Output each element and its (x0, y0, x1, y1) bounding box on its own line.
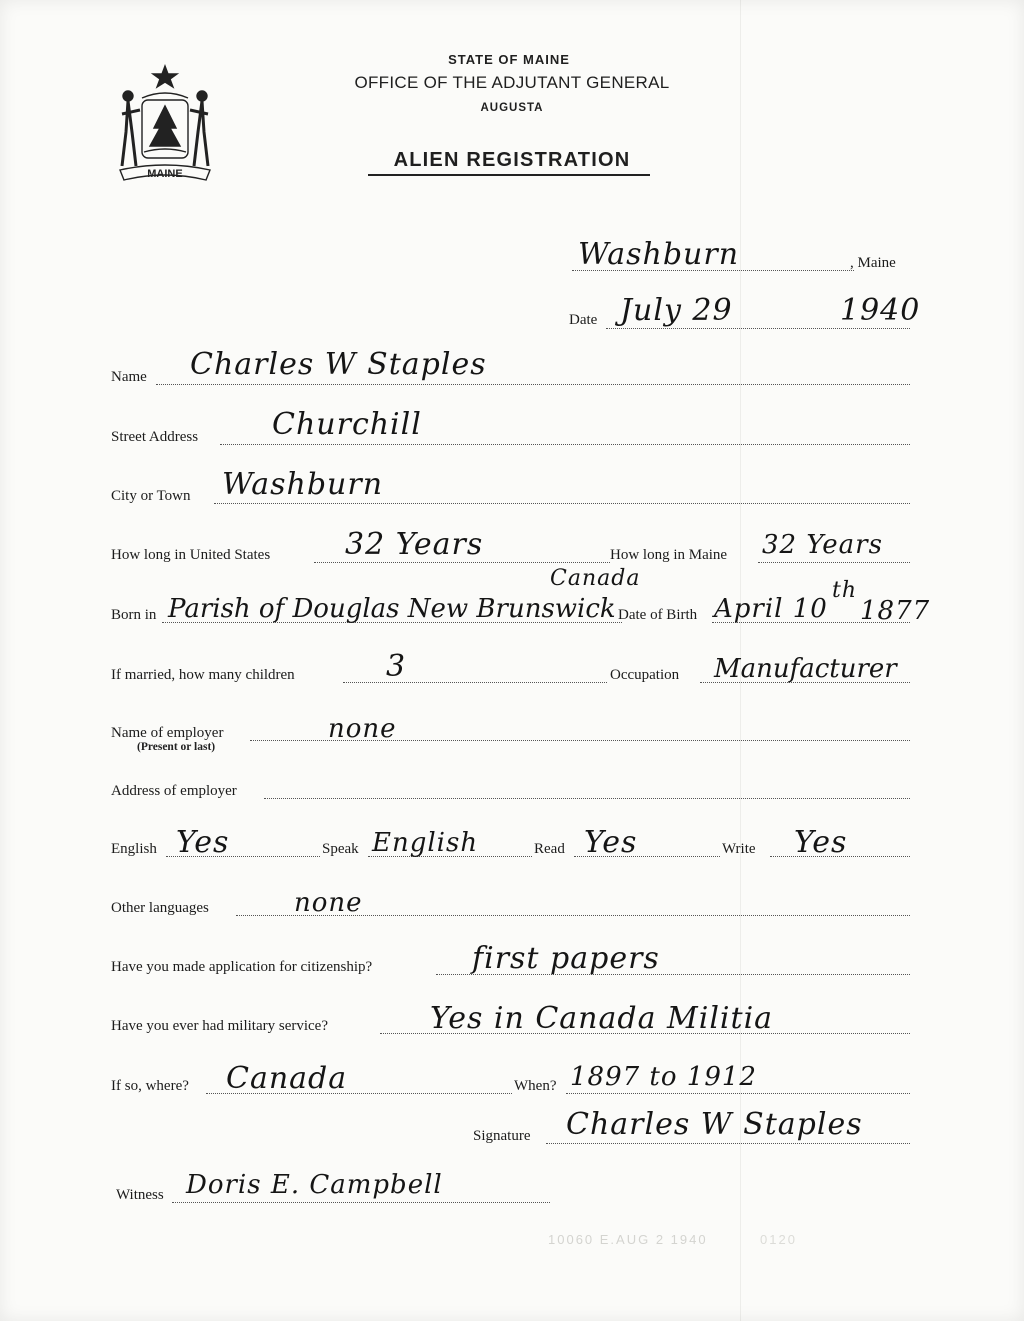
read-value: Yes (584, 825, 638, 860)
name-value: Charles W Staples (190, 347, 487, 382)
citizenship-value: first papers (472, 941, 660, 976)
military-label: Have you ever had military service? (111, 1018, 328, 1034)
how-long-us-value: 32 Years (345, 527, 484, 562)
write-value: Yes (794, 825, 848, 860)
state-heading: STATE OF MAINE (448, 52, 570, 67)
city-line (214, 503, 910, 504)
where-value: Canada (226, 1061, 348, 1096)
how-long-us-line (314, 562, 610, 563)
how-long-me-value: 32 Years (762, 530, 883, 560)
when-value: 1897 to 1912 (570, 1062, 757, 1092)
occupation-value: Manufacturer (714, 654, 897, 684)
dob-label: Date of Birth (618, 607, 698, 623)
street-line (220, 444, 910, 445)
born-in-label: Born in (111, 607, 157, 623)
seal-label: MAINE (147, 168, 183, 180)
how-long-us-label: How long in United States (111, 547, 271, 563)
city-value: Washburn (222, 467, 384, 502)
office-heading: OFFICE OF THE ADJUTANT GENERAL (354, 73, 670, 92)
date-value: July 29 (620, 293, 733, 328)
witness-line (172, 1202, 550, 1203)
form-title: ALIEN REGISTRATION (393, 149, 631, 171)
city-label: City or Town (111, 488, 191, 504)
how-long-me-label: How long in Maine (610, 547, 728, 563)
speak-label: Speak (322, 841, 359, 857)
employer-address-line (264, 798, 910, 799)
speak-value: English (372, 828, 479, 858)
where-label: If so, where? (111, 1078, 189, 1094)
occupation-label: Occupation (610, 667, 680, 683)
receipt-stamp: 10060 E.AUG 2 1940 (548, 1232, 708, 1247)
signature-value: Charles W Staples (566, 1107, 863, 1142)
signature-line (546, 1143, 910, 1144)
receipt-stamp-number: 0120 (760, 1232, 797, 1247)
dob-value: April 10 (714, 594, 828, 624)
witness-value: Doris E. Campbell (186, 1170, 443, 1200)
signature-label: Signature (473, 1128, 531, 1144)
employer-value: none (328, 714, 397, 744)
place-value: Washburn (578, 237, 740, 272)
military-value: Yes in Canada Militia (430, 1001, 774, 1036)
citizenship-label: Have you made application for citizenship? (111, 959, 373, 975)
other-languages-value: none (294, 888, 363, 918)
city-heading: AUGUSTA (480, 102, 544, 114)
write-label: Write (722, 841, 756, 857)
witness-label: Witness (116, 1187, 164, 1203)
title-underline (368, 174, 650, 176)
employer-address-label: Address of employer (111, 783, 237, 799)
read-label: Read (534, 841, 565, 857)
how-long-me-line (758, 562, 910, 563)
place-state-label: , Maine (850, 255, 896, 271)
dob-year: 1877 (860, 596, 931, 626)
when-line (566, 1093, 910, 1094)
children-value: 3 (386, 649, 407, 684)
born-in-value: Parish of Douglas New Brunswick (168, 594, 616, 624)
name-line (156, 384, 910, 385)
name-label: Name (111, 369, 147, 385)
born-in-country: Canada (550, 566, 641, 591)
dob-suffix: th (832, 578, 858, 603)
date-line (606, 328, 910, 329)
street-label: Street Address (111, 429, 199, 445)
street-value: Churchill (272, 407, 422, 442)
english-label: English (111, 841, 157, 857)
children-line (343, 682, 607, 683)
english-value: Yes (176, 825, 230, 860)
when-label: When? (514, 1078, 557, 1094)
children-label: If married, how many children (111, 667, 295, 683)
employer-sub-label: (Present or last) (137, 741, 216, 753)
employer-label: Name of employer (111, 725, 224, 741)
other-languages-label: Other languages (111, 900, 209, 916)
date-year: 1940 (840, 293, 921, 328)
date-label: Date (569, 312, 598, 328)
